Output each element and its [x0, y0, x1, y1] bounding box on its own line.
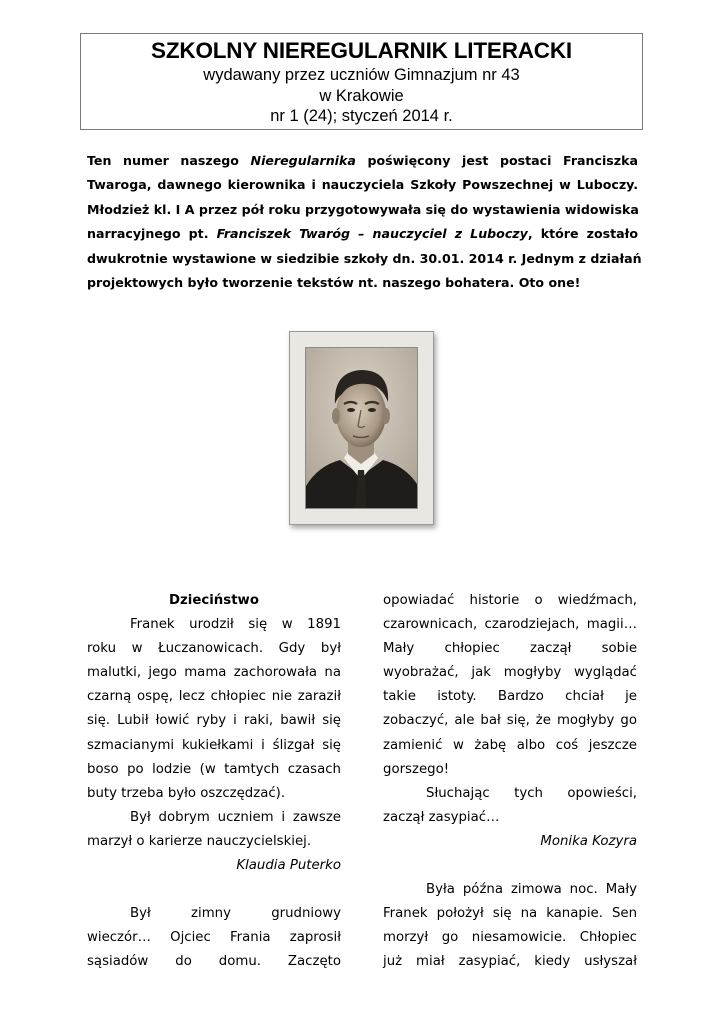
intro-text: , które zostało	[527, 226, 638, 242]
text-line: zobaczyć, ale bał się, że mogłyby go	[383, 713, 637, 729]
portrait-photo	[305, 347, 418, 509]
right-column	[383, 589, 637, 975]
play-title: Franciszek Twaróg – nauczyciel z Luboczy	[216, 226, 528, 242]
intro-text: Ten numer naszego	[87, 153, 251, 168]
newsletter-title: SZKOLNY NIEREGULARNIK LITERACKI	[151, 38, 572, 63]
text-line: się. Lubił łowić ryby i raki, bawił się	[87, 713, 341, 729]
text-line: Mały chłopiec zaczął sobie	[383, 641, 637, 657]
text-line: wyobrażać, jak mogłyby wyglądać	[383, 665, 637, 681]
text-line: szmacianymi kukiełkami i ślizgał się	[87, 737, 341, 753]
text-line: takie istoty. Bardzo chciał je	[383, 689, 637, 705]
text-line: Franek położył się na kanapie. Sen	[383, 906, 637, 922]
issue-line: nr 1 (24); styczeń 2014 r.	[270, 107, 453, 125]
left-column	[87, 589, 341, 975]
text-line: Franek urodził się w 1891	[130, 617, 341, 633]
text-line: opowiadać historie o wiedźmach,	[383, 593, 637, 608]
text-line: Słuchając tych opowieści,	[426, 785, 637, 801]
portrait-frame	[289, 331, 434, 525]
text-line: zaczął zasypiać…	[383, 809, 500, 825]
masthead	[80, 33, 643, 130]
text-line: Był dobrym uczniem i zawsze	[130, 809, 341, 825]
author-signature: Monika Kozyra	[540, 833, 637, 849]
city-line: w Krakowie	[319, 86, 404, 105]
text-line: Była późna zimowa noc. Mały	[426, 882, 637, 898]
text-line: roku w Łuczanowicach. Gdy był	[87, 641, 341, 657]
text-line: Był zimny grudniowy	[130, 906, 341, 922]
paragraph-gap	[383, 854, 637, 878]
intro-text: poświęcony jest postaci Franciszka	[355, 153, 638, 168]
intro-paragraph	[87, 149, 642, 295]
portrait-image	[306, 348, 417, 508]
text-line: czarownicach, czarodziejach, magii…	[383, 617, 637, 633]
text-line: wieczór… Ojciec Frania zaprosił	[87, 930, 341, 946]
magazine-name: Nieregularnika	[250, 153, 356, 168]
text-line: malutki, jego mama zachorowała na	[87, 665, 341, 681]
intro-line-2: Twaroga, dawnego kierownika i nauczyciela Szkoły Powszechnej w Luboczy.	[87, 177, 638, 193]
text-line: boso po lodzie (w tamtych czasach	[87, 761, 341, 777]
text-line: buty trzeba było oszczędzać).	[87, 785, 286, 801]
intro-line-6: projektowych było tworzenie tekstów nt. naszego bohatera. Oto one!	[87, 275, 581, 291]
text-line: już miał zasypiać, kiedy usłyszał	[383, 954, 637, 970]
text-line: morzył go niesamowicie. Chłopiec	[383, 930, 637, 946]
paragraph-gap	[87, 878, 341, 902]
text-line: zamienić w żabę albo coś jeszcze	[383, 737, 637, 753]
author-signature: Klaudia Puterko	[236, 858, 341, 874]
text-line: gorszego!	[383, 761, 450, 777]
text-line: marzył o karierze nauczycielskiej.	[87, 833, 312, 849]
publisher-line: wydawany przez uczniów Gimnazjum nr 43	[203, 66, 520, 84]
text-line: sąsiadów do domu. Zaczęto	[87, 954, 341, 970]
intro-line-1	[87, 149, 638, 173]
intro-line-5: dwukrotnie wystawione w siedzibie szkoły dn. 30.01. 2014 r. Jednym z działań	[87, 250, 642, 266]
intro-text: narracyjnego pt.	[87, 226, 217, 242]
intro-line-3: Młodzież kl. I A przez pół roku przygotowywała się do wystawienia widowiska	[87, 201, 639, 217]
text-line: czarną ospę, lecz chłopiec nie zaraził	[87, 689, 341, 705]
section-heading: Dzieciństwo	[169, 593, 259, 608]
intro-line-4	[87, 222, 638, 246]
